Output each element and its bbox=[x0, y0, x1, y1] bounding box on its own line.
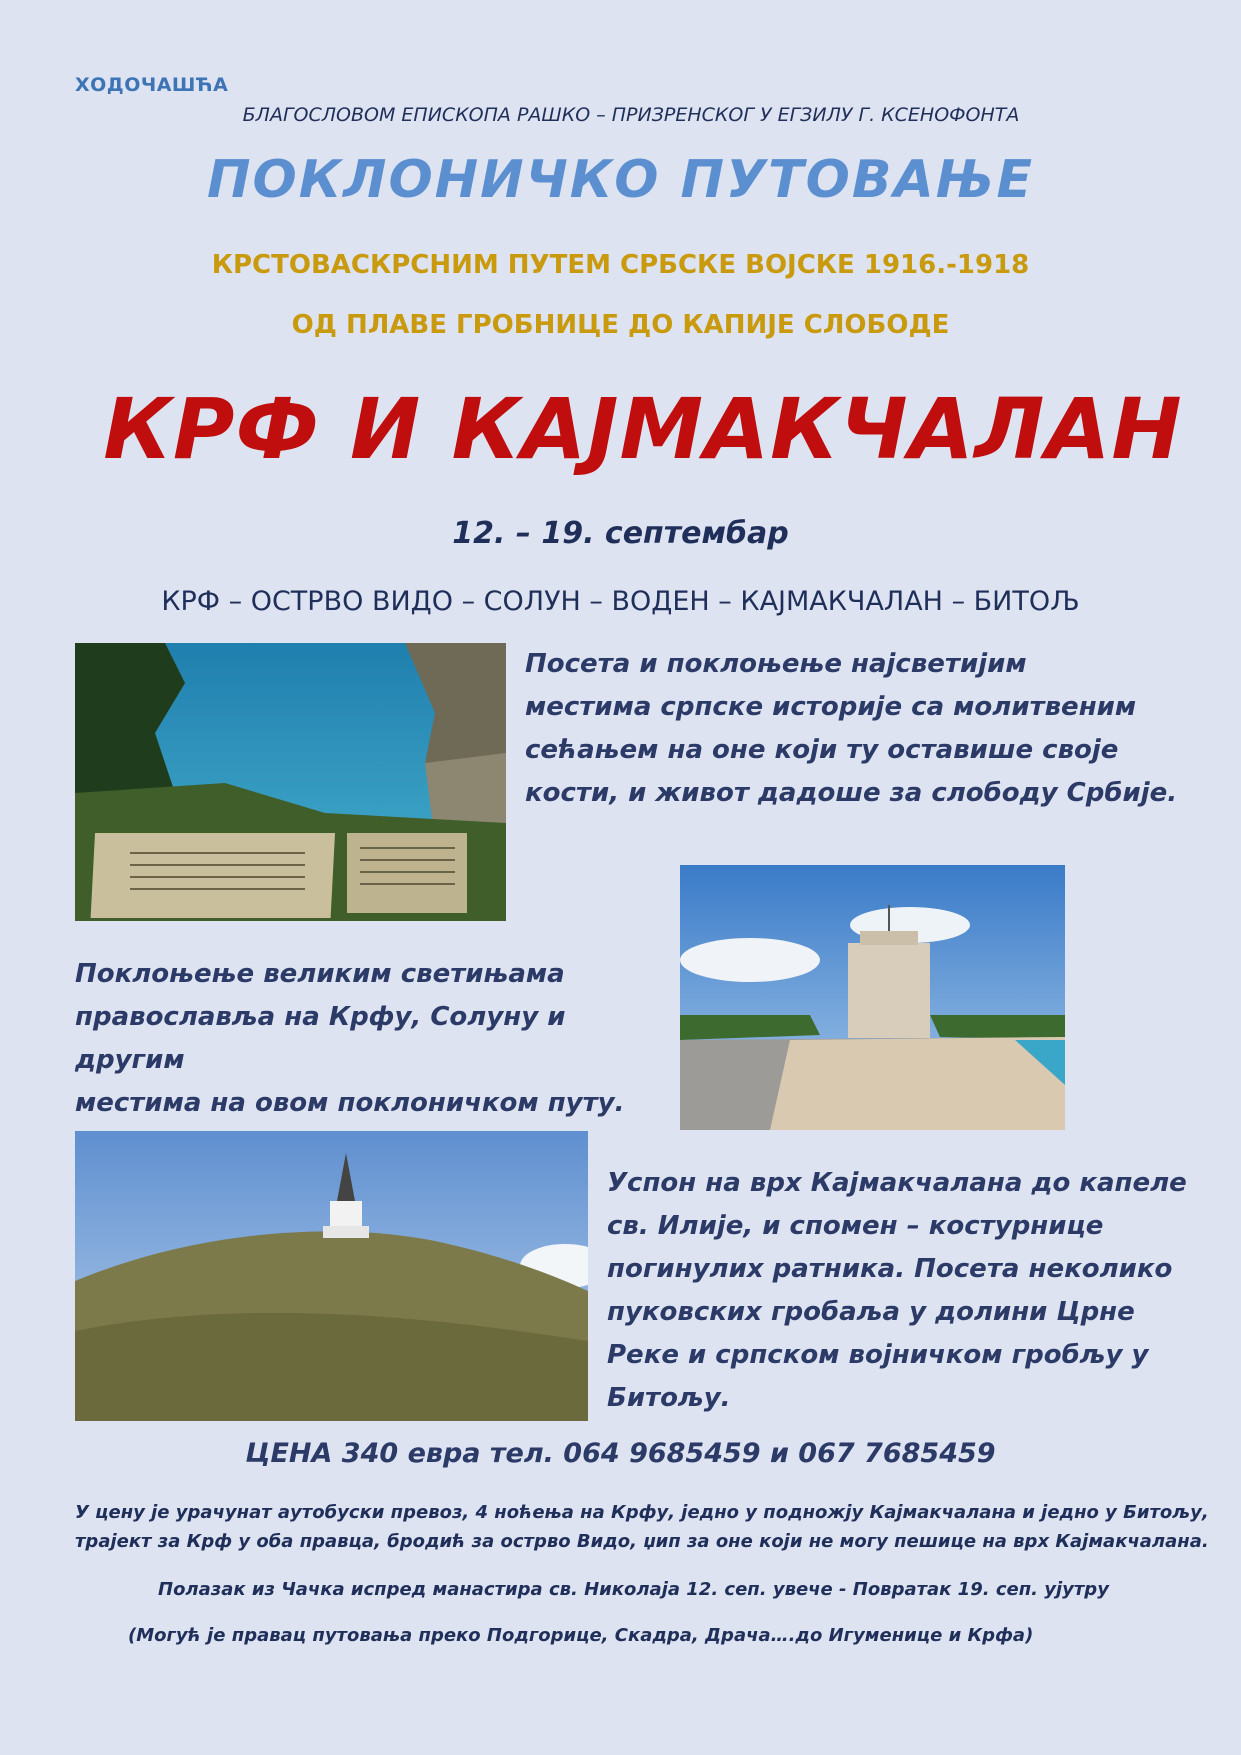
trip-route: КРФ – ОСТРВО ВИДО – СОЛУН – ВОДЕН – КАЈМАКЧАЛАН – БИТОЉ bbox=[161, 586, 1080, 617]
third-description-line: погинулих ратника. Посета неколико bbox=[607, 1254, 1173, 1284]
second-description-line: Поклоњење великим светињама bbox=[75, 959, 565, 989]
kajmakcalan-chapel-photo bbox=[75, 1131, 588, 1421]
included-line: У цену је урачунат аутобуски превоз, 4 ноћења на Крфу, једно у подножју Кајмакчалана и једно у Битољу, bbox=[75, 1502, 1209, 1523]
included-line: трајект за Крф у оба правца, бродић за острво Видо, џип за оне који не могу пешице на врх Кајмакчалана. bbox=[75, 1531, 1209, 1552]
category-label: ХОДОЧАШЋА bbox=[75, 74, 229, 96]
second-description-line: местима на овом поклоничком путу. bbox=[75, 1088, 625, 1118]
third-description-line: Битољу. bbox=[607, 1383, 731, 1413]
blessing-line: БЛАГОСЛОВОМ ЕПИСКОПА РАШКО – ПРИЗРЕНСКОГ У ЕГЗИЛУ Г. КСЕНОФОНТА bbox=[242, 104, 1020, 126]
first-description-line: местима српске историје са молитвеним bbox=[525, 692, 1137, 722]
second-description-line: православља на Крфу, Солуну и другим bbox=[75, 1002, 566, 1075]
third-description-line: Успон на врх Кајмакчалана до капеле bbox=[607, 1168, 1187, 1198]
first-description-line: Посета и поклоњење најсветијим bbox=[525, 649, 1027, 679]
white-tower-photo bbox=[680, 865, 1065, 1130]
third-description bbox=[607, 1162, 1241, 1420]
main-title: КРФ И КАЈМАКЧАЛАН bbox=[103, 380, 1183, 478]
included-services bbox=[75, 1498, 1241, 1556]
second-description bbox=[75, 953, 675, 1125]
departure-info: Полазак из Чачка испред манастира св. Николаја 12. сеп. увече - Повратак 19. сеп. ујутру bbox=[158, 1579, 1109, 1600]
first-description bbox=[525, 643, 1225, 815]
trip-dates: 12. – 19. септембар bbox=[452, 516, 789, 551]
third-description-line: пуковских гробаља у долини Црне bbox=[607, 1297, 1135, 1327]
first-description-line: кости, и живот дадоше за слободу Србије. bbox=[525, 778, 1178, 808]
alternative-route: (Могућ је правац путовања преко Подгорице, Скадра, Драча….до Игуменице и Крфа) bbox=[128, 1625, 1034, 1646]
third-description-line: св. Илије, и спомен – костурнице bbox=[607, 1211, 1104, 1241]
price-and-phone: ЦЕНА 340 евра тел. 064 9685459 и 067 7685459 bbox=[245, 1438, 996, 1469]
first-description-line: сећањем на оне који ту оставише своје bbox=[525, 735, 1119, 765]
subtitle-tomb: ОД ПЛАВЕ ГРОБНИЦЕ ДО КАПИЈЕ СЛОБОДЕ bbox=[291, 310, 950, 340]
third-description-line: Реке и српском војничком гробљу у bbox=[607, 1340, 1149, 1370]
blue-tomb-photo bbox=[75, 643, 506, 921]
poster-heading: ПОКЛОНИЧКО ПУТОВАЊЕ bbox=[207, 150, 1034, 210]
subtitle-way: КРСТОВАСКРСНИМ ПУТЕМ СРБСКЕ ВОЈСКЕ 1916.-1918 bbox=[211, 250, 1030, 280]
